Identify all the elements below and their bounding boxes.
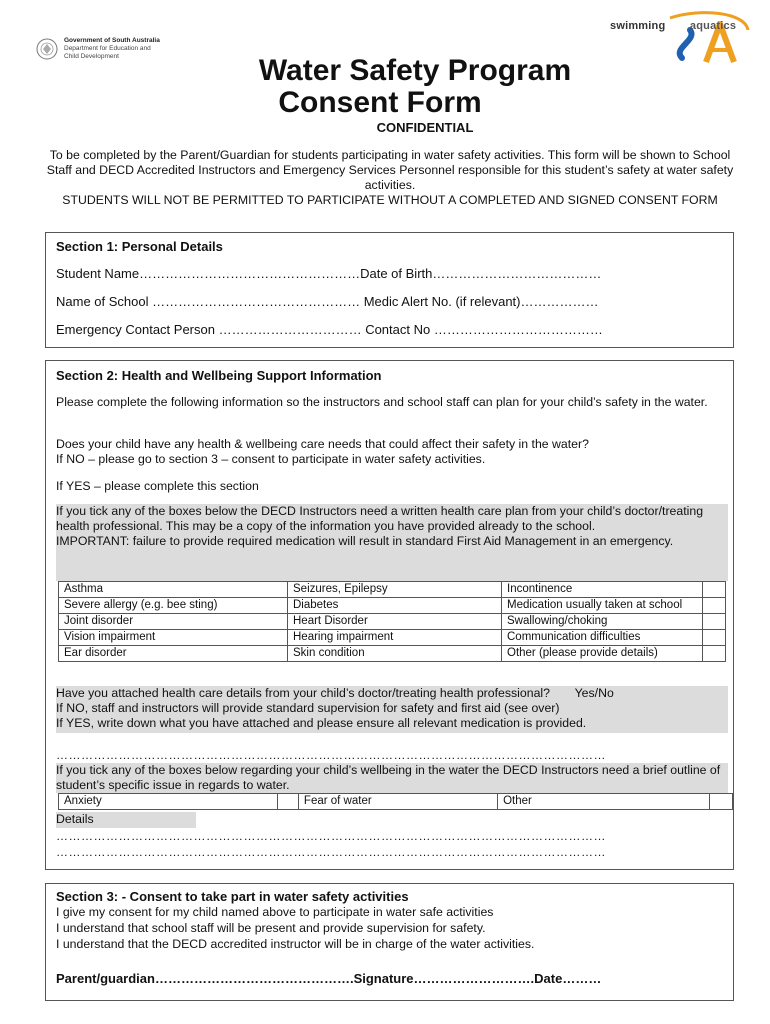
health-plan-notice (56, 504, 728, 581)
intro-warning: STUDENTS WILL NOT BE PERMITTED TO PARTICIPATE WITHOUT A COMPLETED AND SIGNED CONSENT FORM (62, 193, 718, 207)
condition-label: Ear disorder (59, 646, 288, 662)
condition-label: Severe allergy (e.g. bee sting) (59, 598, 288, 614)
health-question-no: If NO – please go to section 3 – consent to participate in water safety activities. (56, 452, 486, 466)
attachment-details-line[interactable]: …………………………………………………………………………………………………………………… (56, 748, 606, 762)
checkbox[interactable] (710, 794, 733, 810)
section-1-personal-details (45, 232, 734, 348)
intro-text (40, 148, 740, 208)
attached-details-notice (56, 686, 728, 733)
condition-label: Diabetes (288, 598, 502, 614)
condition-label: Seizures, Epilepsy (288, 582, 502, 598)
condition-label: Medication usually taken at school (502, 598, 703, 614)
checkbox[interactable] (703, 614, 726, 630)
condition-label: Communication difficulties (502, 630, 703, 646)
condition-row (59, 614, 726, 630)
gov-line-2: Department for Education and (64, 45, 151, 52)
condition-row (59, 646, 726, 662)
wellbeing-anxiety: Anxiety (59, 794, 278, 810)
wellbeing-other: Other (498, 794, 710, 810)
checkbox[interactable] (703, 598, 726, 614)
attached-yes-text: If YES, write down what you have attached and please ensure all relevant medication is provided. (56, 716, 587, 730)
condition-label: Vision impairment (59, 630, 288, 646)
condition-label: Skin condition (288, 646, 502, 662)
health-question-yes: If YES – please complete this section (56, 479, 259, 493)
health-plan-text: If you tick any of the boxes below the DECD Instructors need a written health care plan from your child’s doctor/treating health professional. This may be a copy of the information you have provided already to the school. (56, 504, 704, 533)
student-name-dob-field[interactable]: Student Name……………………………………………Date of Birth………………………………… (56, 266, 602, 281)
condition-label: Asthma (59, 582, 288, 598)
condition-label: Hearing impairment (288, 630, 502, 646)
logo-wordmark (610, 20, 736, 32)
important-notice: IMPORTANT: failure to provide required medication will result in standard First Aid Management in an emergency. (56, 534, 674, 548)
gov-line-1: Government of South Australia (64, 37, 160, 44)
checkbox[interactable] (703, 582, 726, 598)
gov-line-3: Child Development (64, 53, 119, 60)
section-2-title: Section 2: Health and Wellbeing Support Information (56, 368, 382, 383)
school-medic-alert-field[interactable]: Name of School ………………………………………… Medic Alert No. (if relevant)……………… (56, 294, 599, 309)
wellbeing-table (58, 793, 733, 810)
health-conditions-table (58, 581, 726, 662)
details-label: Details (56, 812, 196, 828)
consent-line-1: I give my consent for my child named above to participate in water safe activities (56, 905, 494, 919)
signature-line[interactable]: Parent/guardian……………………………………….Signature……………………….Date……… (56, 971, 602, 986)
section-2-health-wellbeing (45, 360, 734, 870)
yes-no-choice[interactable]: Yes/No (574, 686, 614, 700)
section-3-title: Section 3: - Consent to take part in water safety activities (56, 889, 409, 904)
details-line-2[interactable]: …………………………………………………………………………………………………………………… (56, 845, 606, 859)
consent-line-3: I understand that the DECD accredited instructor will be in charge of the water activities. (56, 937, 535, 951)
consent-line-2: I understand that school staff will be present and provide supervision for safety. (56, 921, 486, 935)
intro-paragraph: To be completed by the Parent/Guardian for students participating in water safety activities. This form will be shown to School Staff and DECD Accredited Instructors and Emergency Services Personnel responsible for this student’s safety at water safety activities. (46, 148, 734, 192)
wellbeing-notice: If you tick any of the boxes below regarding your child’s wellbeing in the water the DECD Instructors need a brief outline of student’s specific issue in regards to water. (56, 763, 728, 793)
condition-label: Swallowing/choking (502, 614, 703, 630)
emergency-contact-field[interactable]: Emergency Contact Person …………………………… Contact No ………………………………… (56, 322, 603, 337)
condition-label: Heart Disorder (288, 614, 502, 630)
section-2-intro: Please complete the following information so the instructors and school staff can plan for your child’s safety in the water. (56, 395, 708, 409)
confidential-label: CONFIDENTIAL (376, 120, 474, 135)
condition-label: Joint disorder (59, 614, 288, 630)
condition-label: Other (please provide details) (502, 646, 703, 662)
section-1-title: Section 1: Personal Details (56, 239, 223, 254)
attached-no-text: If NO, staff and instructors will provide standard supervision for safety and first aid (see over) (56, 701, 560, 715)
title-line-2: Consent Form (278, 86, 482, 119)
health-question-text: Does your child have any health & wellbeing care needs that could affect their safety in the water? (56, 437, 589, 451)
checkbox[interactable] (703, 630, 726, 646)
title-line-1: Water Safety Program (258, 54, 572, 87)
logo-swimming: swimming (610, 20, 666, 32)
condition-row (59, 630, 726, 646)
wellbeing-fear-of-water: Fear of water (298, 794, 497, 810)
details-line-1[interactable]: …………………………………………………………………………………………………………………… (56, 829, 606, 843)
attached-question (56, 686, 728, 701)
section-3-consent (45, 883, 734, 1001)
health-question (56, 437, 721, 467)
checkbox[interactable] (703, 646, 726, 662)
condition-row (59, 582, 726, 598)
checkbox[interactable] (278, 794, 299, 810)
logo-aquatics: aquatics (689, 20, 737, 32)
attached-question-text: Have you attached health care details from your child’s doctor/treating health professional? (56, 686, 550, 700)
condition-row (59, 598, 726, 614)
condition-label: Incontinence (502, 582, 703, 598)
